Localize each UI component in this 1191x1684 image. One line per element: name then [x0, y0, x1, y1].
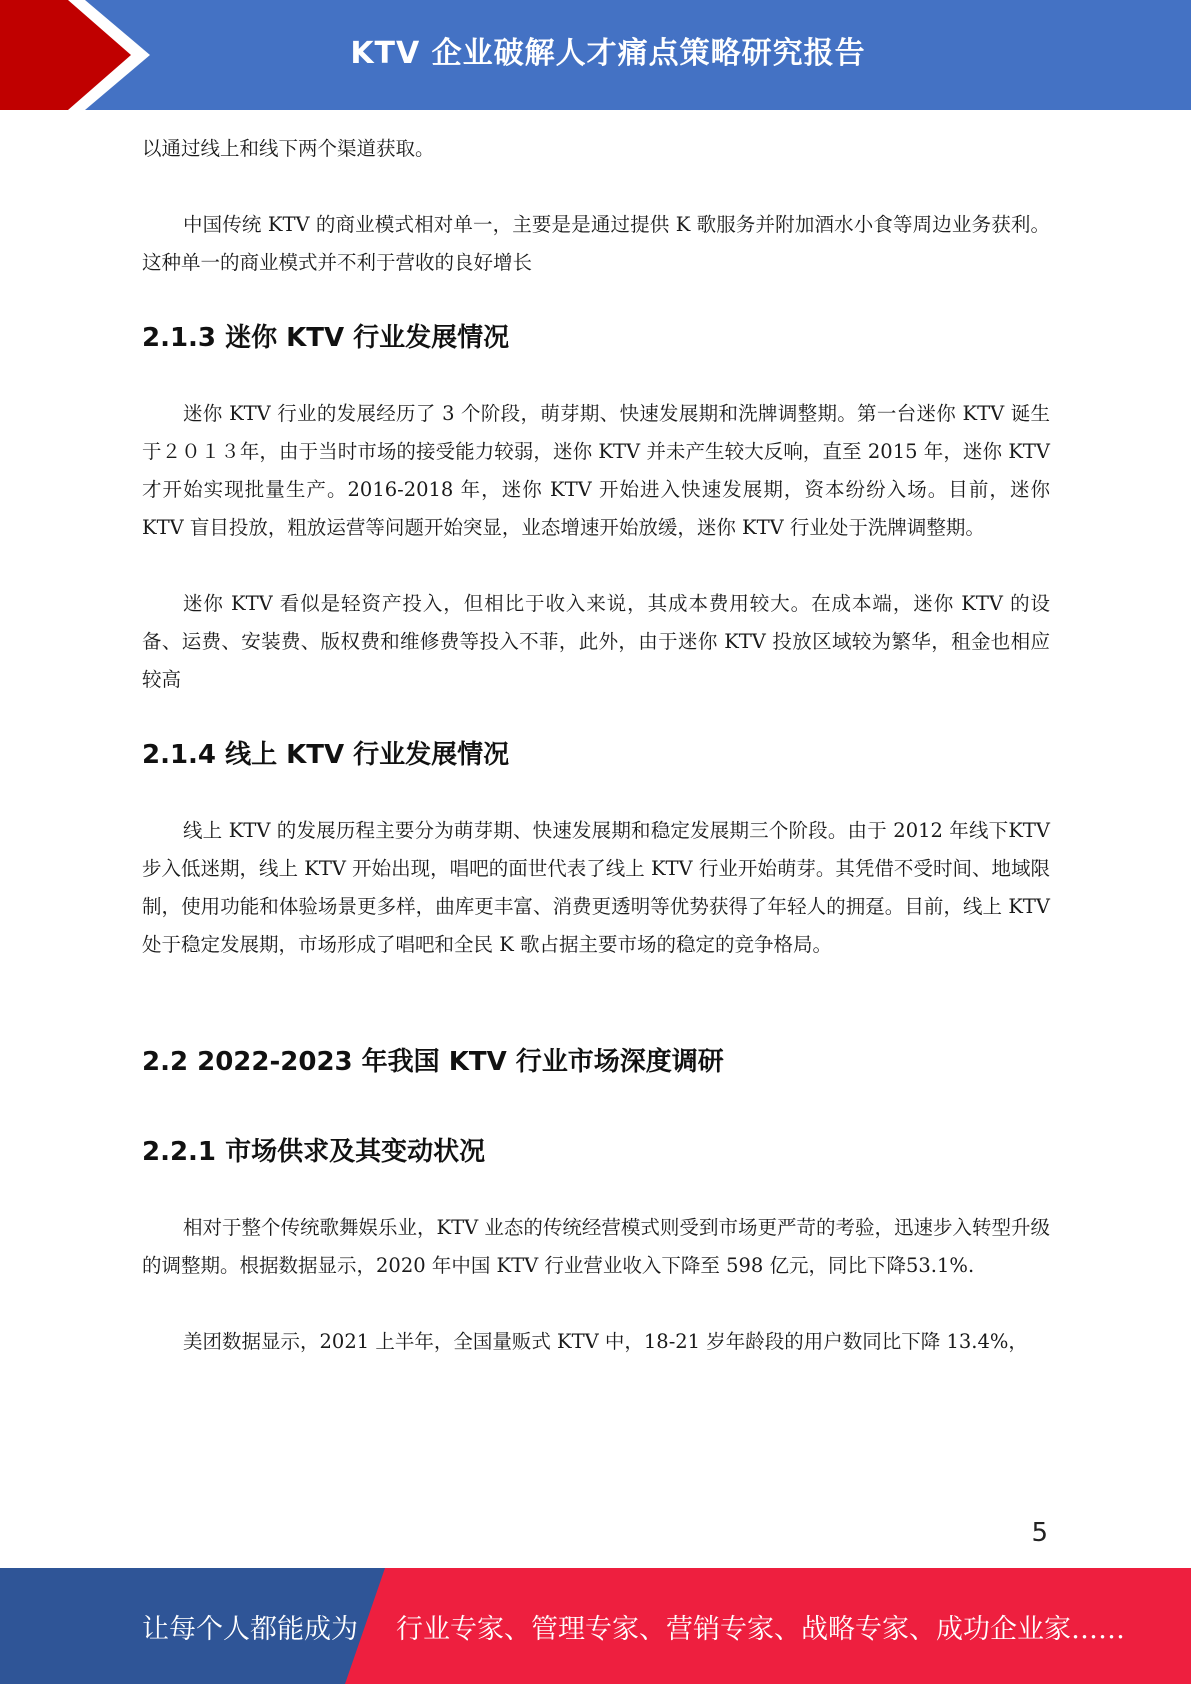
paragraph: 以通过线上和线下两个渠道获取。	[142, 137, 435, 160]
footer-slogan-left: 让每个人都能成为	[142, 1613, 358, 1645]
paragraph: 线上 KTV 的发展历程主要分为萌芽期、快速发展期和稳定发展期三个阶段。由于 2012 年线下KTV 步入低迷期，线上 KTV 开始出现，唱吧的面世代表了线上 KTV 行业开始萌芽。其凭借不受时间、地域限制，使用功能和体验场景更多样，曲库更丰富、消费更透明等优势获得了年轻人的拥趸。目前，线上 KTV 处于稳定发展期，市场形成了唱吧和全民 K 歌占据主要市场的稳定的竞争格局。	[142, 819, 1050, 956]
section-heading: 2.1.3 迷你 KTV 行业发展情况	[142, 323, 510, 353]
footer-slogan-right: 行业专家、管理专家、营销专家、战略专家、成功企业家……	[396, 1613, 1125, 1645]
paragraph: 中国传统 KTV 的商业模式相对单一，主要是是通过提供 K 歌服务并附加酒水小食等周边业务获利。这种单一的商业模式并不利于营收的良好增长	[142, 213, 1050, 274]
paragraph: 美团数据显示，2021 上半年，全国量贩式 KTV 中，18-21 岁年龄段的用户数同比下降 13.4%，	[183, 1330, 1028, 1353]
section-heading: 2.2.1 市场供求及其变动状况	[142, 1137, 486, 1167]
document-body	[142, 130, 1050, 1361]
header-band	[0, 0, 1191, 110]
footer-band	[0, 1568, 1191, 1684]
section-heading: 2.2 2022-2023 年我国 KTV 行业市场深度调研	[142, 1047, 724, 1077]
paragraph: 迷你 KTV 看似是轻资产投入，但相比于收入来说，其成本费用较大。在成本端，迷你 KTV 的设备、运费、安装费、版权费和维修费等投入不菲，此外，由于迷你 KTV 投放区域较为繁华，租金也相应较高	[142, 592, 1050, 691]
section-heading: 2.1.4 线上 KTV 行业发展情况	[142, 740, 510, 770]
report-title: KTV 企业破解人才痛点策略研究报告	[350, 36, 866, 71]
paragraph: 迷你 KTV 行业的发展经历了 3 个阶段，萌芽期、快速发展期和洗牌调整期。第一台迷你 KTV 诞生于２０１３年，由于当时市场的接受能力较弱，迷你 KTV 并未产生较大反响，直至 2015 年，迷你 KTV 才开始实现批量生产。2016-2018 年，迷你 KTV 开始进入快速发展期，资本纷纷入场。目前，迷你 KTV 盲目投放，粗放运营等问题开始突显，业态增速开始放缓，迷你 KTV 行业处于洗牌调整期。	[142, 402, 1050, 539]
paragraph: 相对于整个传统歌舞娱乐业，KTV 业态的传统经营模式则受到市场更严苛的考验，迅速步入转型升级的调整期。根据数据显示，2020 年中国 KTV 行业营业收入下降至 598 亿元，同比下降53.1%.	[142, 1216, 1050, 1277]
page-number: 5	[1031, 1518, 1048, 1548]
